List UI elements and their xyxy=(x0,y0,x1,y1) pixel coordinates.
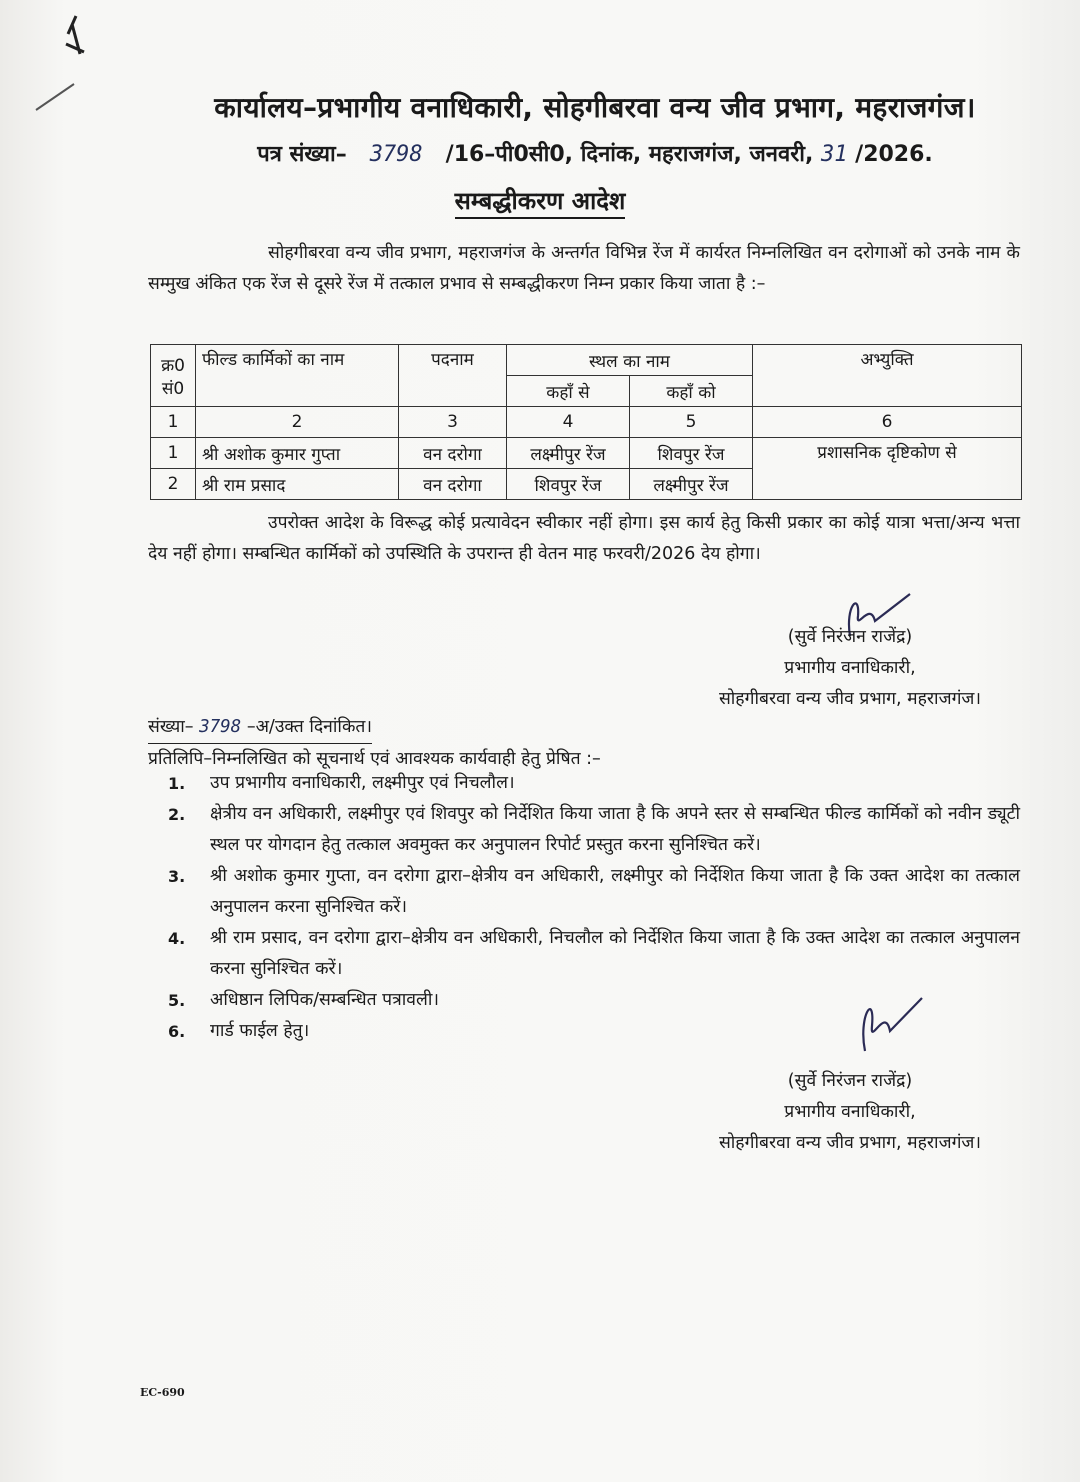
form-code: EC-690 xyxy=(140,1386,185,1399)
header-to: कहाँ को xyxy=(630,376,753,407)
colnum: 4 xyxy=(507,407,630,438)
signature-block xyxy=(660,1066,1040,1159)
colnum: 5 xyxy=(630,407,753,438)
row-from: लक्ष्मीपुर रेंज xyxy=(507,438,630,469)
letter-year: /2026. xyxy=(855,142,933,167)
list-item: 5. अधिष्ठान लिपिक/सम्बन्धित पत्रावली। xyxy=(168,990,440,1010)
copy-rest: –अ/उक्त दिनांकित। xyxy=(246,717,372,737)
list-item: 3. श्री अशोक कुमार गुप्ता, वन दरोगा द्वारा–क्षेत्रीय वन अधिकारी, लक्ष्मीपुर को निर्देशित किया जाता है कि उक्त आदेश का तत्काल अनुपालन करना सुनिश्चित करें। xyxy=(168,866,1020,917)
list-item: 2. क्षेत्रीय वन अधिकारी, लक्ष्मीपुर एवं शिवपुर को निर्देशित किया जाता है कि अपने स्तर से सम्बन्धित फील्ड कार्मिकों को नवीन ड्यूटी स्थल पर योगदान हेतु तत्काल अवमुक्त कर अनुपालन रिपोर्ट प्रस्तुत करना सुनिश्चित करें। xyxy=(168,804,1020,855)
list-item: 1. उप प्रभागीय वनाधिकारी, लक्ष्मीपुर एवं निचलौल। xyxy=(168,773,515,793)
row-to: शिवपुर रेंज xyxy=(630,438,753,469)
row-to: लक्ष्मीपुर रेंज xyxy=(630,469,753,500)
row-sn: 1 xyxy=(151,438,196,469)
intro-paragraph: सोहगीबरवा वन्य जीव प्रभाग, महराजगंज के अन्तर्गत विभिन्न रेंज में कार्यरत निम्नलिखित वन दरोगाओं को उनके नाम के सम्मुख अंकित एक रेंज से दूसरे रेंज में तत्काल प्रभाव से सम्बद्धीकरण निम्न प्रकार किया जाता है :– xyxy=(148,243,1020,294)
pen-mark-icon xyxy=(28,14,88,114)
letter-rest: /16–पी0सी0, दिनांक, महराजगंज, जनवरी, xyxy=(445,142,814,167)
row-remark: प्रशासनिक दृष्टिकोण से xyxy=(753,438,1022,500)
document-title xyxy=(0,184,1080,217)
header-place: स्थल का नाम xyxy=(507,345,753,376)
colnum: 3 xyxy=(399,407,507,438)
header-serial: क्र0 सं0 xyxy=(151,345,196,407)
row-from: शिवपुर रेंज xyxy=(507,469,630,500)
letter-day: 31 xyxy=(820,142,848,167)
header-name: फील्ड कार्मिकों का नाम xyxy=(196,345,399,407)
signatory-designation: प्रभागीय वनाधिकारी, xyxy=(784,658,916,678)
table-row xyxy=(151,438,1022,469)
copy-intro: प्रतिलिपि–निम्नलिखित को सूचनार्थ एवं आवश्यक कार्यवाही हेतु प्रेषित :– xyxy=(148,749,601,769)
signatory-designation: प्रभागीय वनाधिकारी, xyxy=(784,1102,916,1122)
colnum: 1 xyxy=(151,407,196,438)
letter-label: पत्र संख्या– xyxy=(257,142,347,167)
copy-number: 3798 xyxy=(199,717,242,737)
letter-number-line xyxy=(130,138,1060,168)
signature-block xyxy=(660,622,1040,715)
signatory-office: सोहगीबरवा वन्य जीव प्रभाग, महराजगंज। xyxy=(718,1133,982,1153)
header-remark: अभ्युक्ति xyxy=(753,345,1022,407)
colnum: 2 xyxy=(196,407,399,438)
row-sn: 2 xyxy=(151,469,196,500)
signatory-name: (सुर्वे निरंजन राजेंद्र) xyxy=(787,1071,913,1091)
row-name: श्री अशोक कुमार गुप्ता xyxy=(196,438,399,469)
colnum: 6 xyxy=(753,407,1022,438)
table-colnum-row xyxy=(151,407,1022,438)
letter-number: 3798 xyxy=(369,142,423,167)
office-heading: कार्यालय–प्रभागीय वनाधिकारी, सोहगीबरवा वन्य जीव प्रभाग, महराजगंज। xyxy=(214,91,976,124)
header-from: कहाँ से xyxy=(507,376,630,407)
attachment-table xyxy=(150,344,1022,500)
row-name: श्री राम प्रसाद xyxy=(196,469,399,500)
order-paragraph: उपरोक्त आदेश के विरूद्ध कोई प्रत्यावेदन स्वीकार नहीं होगा। इस कार्य हेतु किसी प्रकार का कोई यात्रा भत्ता/अन्य भत्ता देय नहीं होगा। सम्बन्धित कार्मिकों को उपस्थिति के उपरान्त ही वेतन माह फरवरी/2026 देय होगा। xyxy=(148,513,1020,564)
table-header-row xyxy=(151,345,1022,376)
list-item: 6. गार्ड फाईल हेतु। xyxy=(168,1021,310,1041)
list-item: 4. श्री राम प्रसाद, वन दरोगा द्वारा–क्षेत्रीय वन अधिकारी, निचलौल को निर्देशित किया जाता है कि उक्त आदेश का तत्काल अनुपालन करना सुनिश्चित करें। xyxy=(168,928,1020,979)
copy-number-line xyxy=(148,712,372,744)
signatory-name: (सुर्वे निरंजन राजेंद्र) xyxy=(787,627,913,647)
title-text: सम्बद्धीकरण आदेश xyxy=(455,187,626,219)
copy-label: संख्या– xyxy=(148,717,194,737)
header-designation: पदनाम xyxy=(399,345,507,407)
row-designation: वन दरोगा xyxy=(399,438,507,469)
row-designation: वन दरोगा xyxy=(399,469,507,500)
signature-scribble-icon xyxy=(840,986,930,1061)
signatory-office: सोहगीबरवा वन्य जीव प्रभाग, महराजगंज। xyxy=(718,689,982,709)
